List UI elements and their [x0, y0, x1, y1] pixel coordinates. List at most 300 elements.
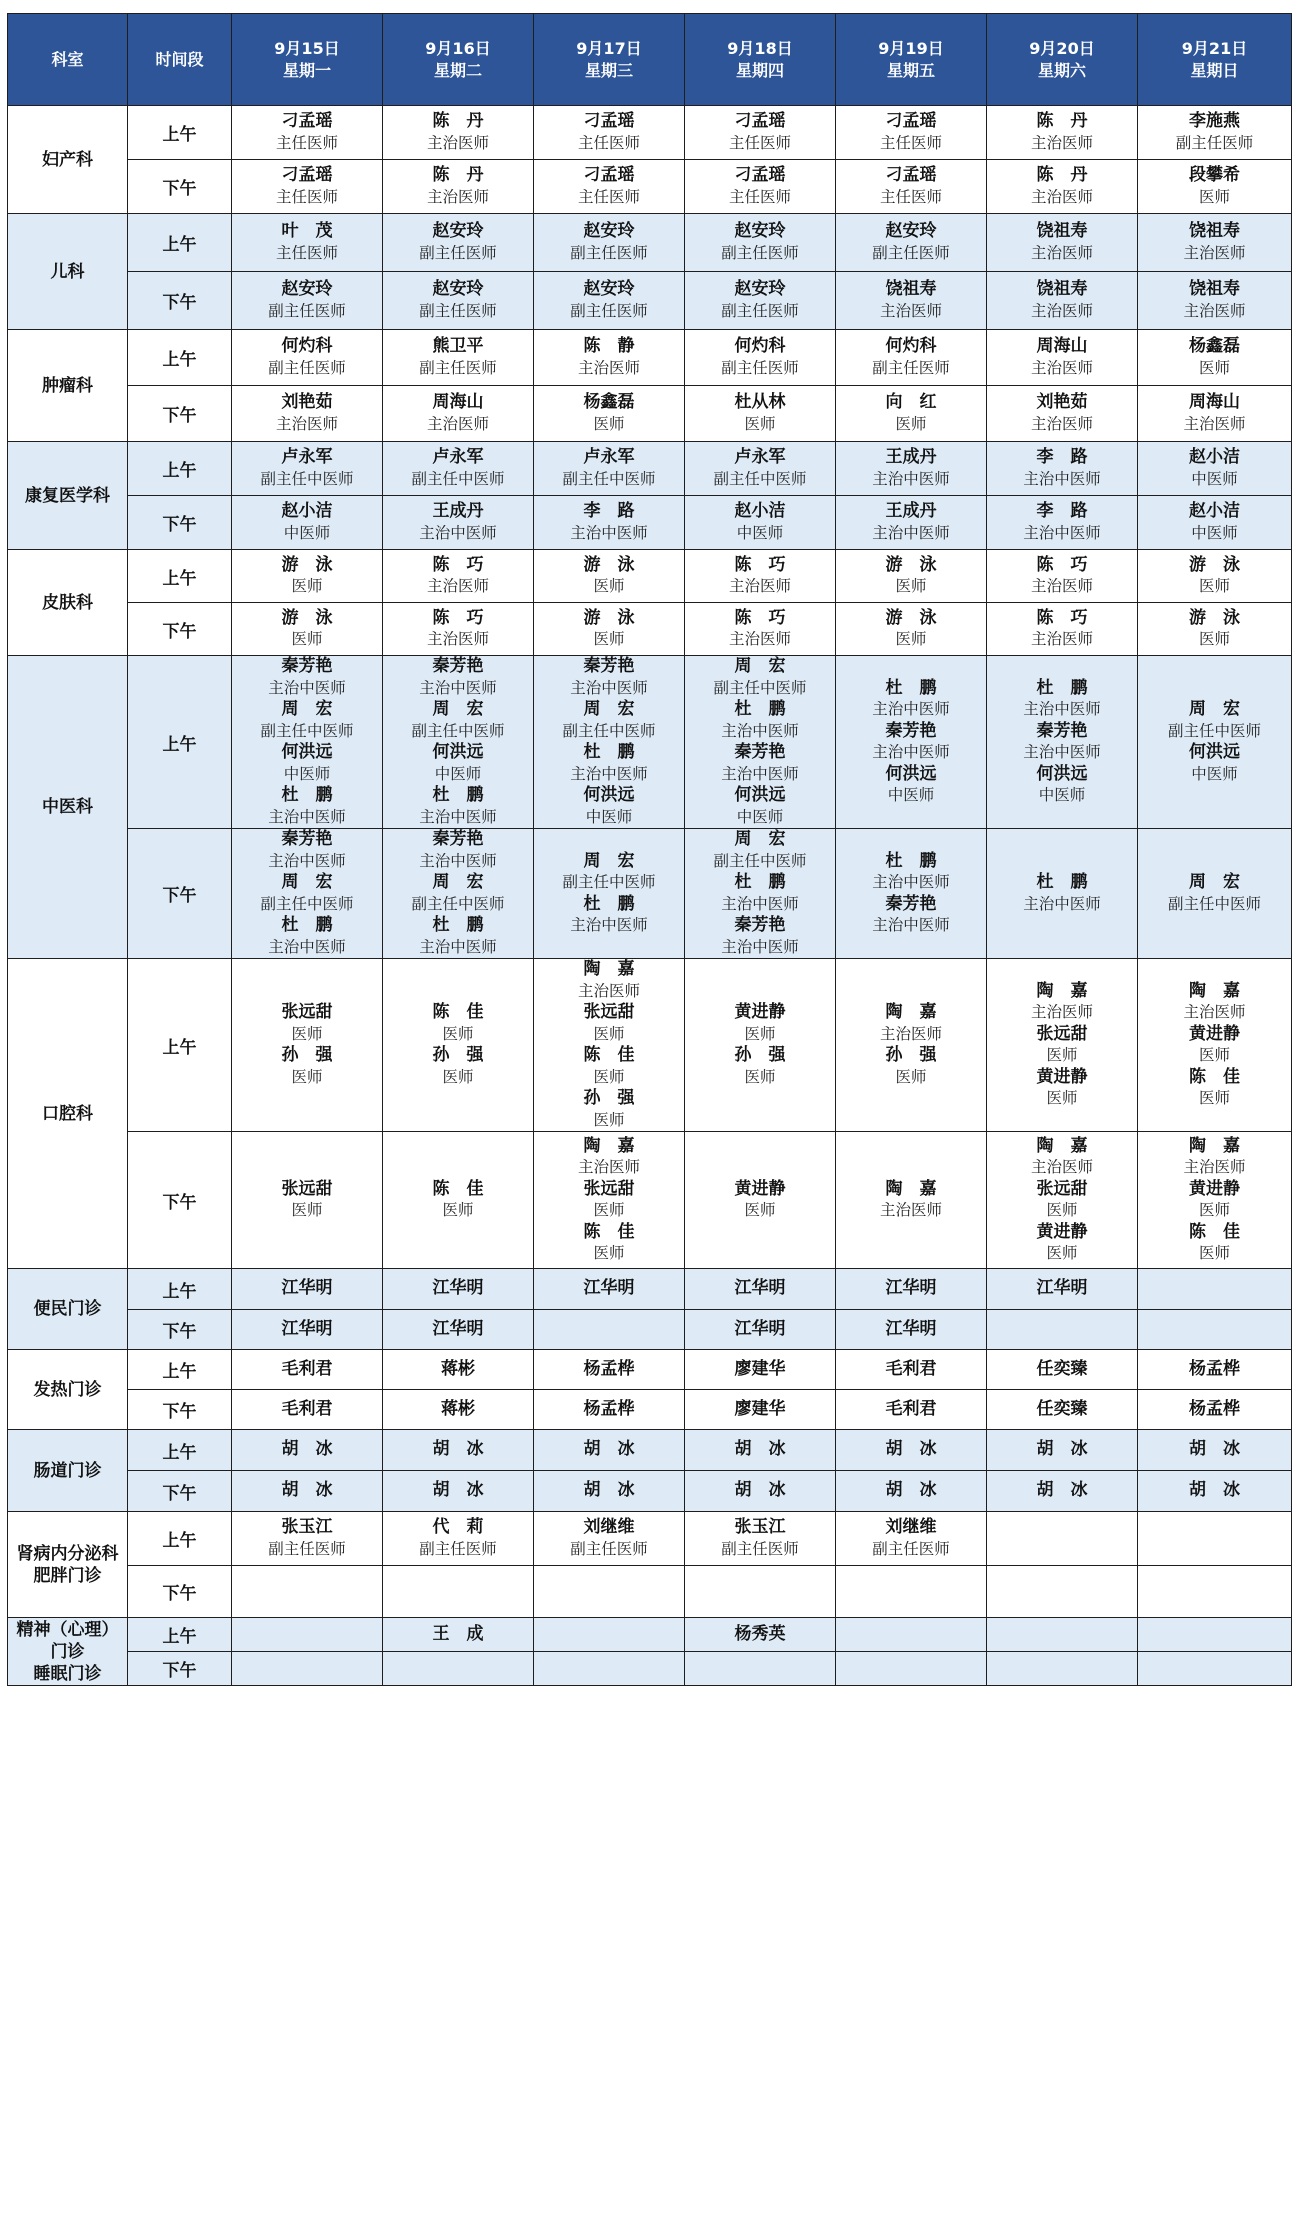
department-name-line: 便民门诊: [33, 1299, 102, 1319]
doctor-title: 主治医师: [1030, 577, 1093, 595]
doctor-title: 副主任中医师: [562, 721, 656, 740]
time-period: 上午: [128, 1512, 232, 1566]
doctor-title: 中医师: [434, 764, 482, 783]
doctor-title: 主治医师: [426, 414, 489, 433]
schedule-row: [8, 496, 1292, 550]
schedule-cell: [534, 1430, 685, 1471]
schedule-row: [8, 1652, 1292, 1686]
schedule-cell: [987, 656, 1138, 829]
time-period: 下午: [128, 272, 232, 330]
schedule-row: [8, 386, 1292, 442]
doctor-title: 主治医师: [426, 630, 489, 648]
doctor-name: 廖建华: [734, 1358, 786, 1379]
doctor-title: 中医师: [1038, 786, 1086, 804]
doctor-title: 副主任医师: [268, 1539, 346, 1558]
doctor-title: 主任医师: [275, 187, 338, 206]
time-period: 上午: [128, 330, 232, 386]
doctor-name: 王成丹: [432, 501, 484, 521]
doctor-name: 陈 丹: [1036, 165, 1088, 185]
doctor-name: 陈 巧: [1036, 607, 1088, 628]
doctor-title: 主治中医师: [268, 937, 346, 956]
doctor-name: 张远甜: [1036, 1023, 1088, 1044]
doctor-title: 主治医师: [577, 1158, 640, 1176]
schedule-cell: [383, 1310, 534, 1350]
doctor-title: 主治中医师: [570, 764, 648, 783]
doctor-name: 杜 鹏: [281, 915, 333, 935]
schedule-cell: [836, 1512, 987, 1566]
header-day: [232, 14, 383, 106]
doctor-title: 副主任中医师: [411, 721, 505, 740]
doctor-name: 胡 冰: [1036, 1480, 1088, 1501]
doctor-name: 秦芳艳: [885, 720, 937, 741]
doctor-name: 毛利君: [885, 1358, 937, 1379]
schedule-cell: [383, 106, 534, 160]
doctor-title: 中医师: [283, 764, 331, 783]
schedule-cell: [534, 1390, 685, 1430]
schedule-cell: [383, 1566, 534, 1618]
doctor-title: 中医师: [585, 807, 633, 826]
header-weekday: 星期六: [1037, 60, 1086, 80]
doctor-title: 副主任医师: [268, 301, 346, 320]
doctor-title: 医师: [1198, 1046, 1230, 1064]
schedule-cell: [987, 1269, 1138, 1310]
schedule-cell: [534, 1310, 685, 1350]
doctor-title: 主治医师: [275, 414, 338, 433]
schedule-cell: [1138, 1618, 1292, 1652]
doctor-name: 秦芳艳: [734, 915, 786, 935]
doctor-name: 周 宏: [1189, 699, 1240, 719]
schedule-cell: [383, 1652, 534, 1686]
schedule-cell: [987, 1618, 1138, 1652]
header-weekday: 星期五: [886, 60, 935, 80]
doctor-name: 秦芳艳: [432, 656, 484, 676]
schedule-cell: [232, 656, 383, 829]
doctor-name: 周海山: [1189, 392, 1240, 412]
header-day: [1138, 14, 1292, 106]
doctor-name: 王成丹: [885, 447, 937, 467]
time-period: 上午: [128, 1269, 232, 1310]
doctor-name: 赵安玲: [281, 279, 333, 299]
schedule-cell: [232, 160, 383, 214]
schedule-cell: [685, 160, 836, 214]
doctor-title: 中医师: [887, 786, 935, 804]
time-period: 上午: [128, 214, 232, 272]
doctor-name: 江华明: [583, 1278, 635, 1299]
doctor-name: 陈 巧: [1036, 554, 1088, 575]
schedule-cell: [232, 386, 383, 442]
doctor-title: 中医师: [1191, 764, 1238, 783]
doctor-title: 中医师: [1191, 469, 1238, 488]
doctor-name: 周海山: [432, 392, 484, 412]
doctor-title: 副主任医师: [721, 1539, 799, 1558]
schedule-cell: [534, 496, 685, 550]
doctor-title: 副主任医师: [419, 1539, 497, 1558]
header-date: 9月20日: [1029, 38, 1095, 58]
doctor-name: 李 路: [1036, 447, 1088, 467]
time-period: 下午: [128, 603, 232, 656]
doctor-name: 饶祖寿: [1036, 221, 1088, 241]
doctor-name: 陈 静: [583, 336, 635, 356]
doctor-name: 杨孟桦: [583, 1398, 635, 1419]
schedule-cell: [383, 330, 534, 386]
doctor-name: 杜 鹏: [281, 785, 333, 805]
schedule-cell: [685, 1132, 836, 1269]
schedule-row: [8, 656, 1292, 829]
doctor-name: 毛利君: [281, 1398, 333, 1419]
schedule-cell: [987, 1652, 1138, 1686]
doctor-name: 胡 冰: [885, 1439, 937, 1460]
doctor-name: 刘继维: [885, 1517, 937, 1537]
doctor-title: 副主任中医师: [1167, 894, 1261, 913]
doctor-name: 孙 强: [583, 1088, 635, 1108]
doctor-title: 医师: [593, 630, 625, 648]
doctor-name: 周 宏: [281, 699, 333, 719]
time-period: 下午: [128, 1390, 232, 1430]
schedule-cell: [383, 272, 534, 330]
doctor-title: 主治医师: [728, 630, 791, 648]
doctor-title: 医师: [744, 414, 776, 433]
schedule-cell: [383, 160, 534, 214]
doctor-name: 杨孟桦: [1189, 1398, 1240, 1419]
schedule-page: [7, 13, 1292, 1686]
time-period: 下午: [128, 1132, 232, 1269]
doctor-name: 秦芳艳: [281, 656, 333, 676]
doctor-title: 医师: [744, 1024, 776, 1043]
doctor-title: 医师: [744, 1067, 776, 1086]
time-period: 下午: [128, 1310, 232, 1350]
schedule-cell: [987, 1566, 1138, 1618]
schedule-cell: [383, 1350, 534, 1390]
schedule-cell: [232, 1618, 383, 1652]
doctor-name: 周 宏: [734, 656, 786, 676]
doctor-name: 胡 冰: [734, 1480, 786, 1501]
doctor-title: 医师: [593, 1201, 625, 1219]
schedule-cell: [1138, 1310, 1292, 1350]
schedule-cell: [685, 330, 836, 386]
schedule-cell: [987, 496, 1138, 550]
doctor-title: 主治医师: [728, 577, 791, 595]
doctor-name: 何洪远: [885, 763, 937, 784]
table-body: [8, 106, 1292, 1686]
doctor-title: 主治医师: [1030, 358, 1093, 377]
schedule-cell: [987, 214, 1138, 272]
schedule-cell: [383, 829, 534, 959]
doctor-title: 主治中医师: [872, 873, 950, 891]
schedule-row: [8, 272, 1292, 330]
schedule-cell: [383, 550, 534, 603]
header-day: [836, 14, 987, 106]
header-date: 9月17日: [576, 38, 642, 58]
doctor-title: 主任医师: [879, 133, 942, 152]
doctor-title: 主治医师: [879, 1024, 942, 1043]
schedule-row: [8, 1269, 1292, 1310]
doctor-title: 副主任医师: [872, 1539, 950, 1558]
schedule-cell: [383, 656, 534, 829]
header-period: 时间段: [128, 14, 232, 106]
doctor-name: 杨孟桦: [583, 1358, 635, 1379]
doctor-name: 孙 强: [885, 1045, 937, 1065]
doctor-name: 张远甜: [583, 1002, 635, 1022]
schedule-cell: [685, 1471, 836, 1512]
schedule-cell: [987, 1471, 1138, 1512]
doctor-title: 医师: [895, 1067, 927, 1086]
doctor-name: 周 宏: [281, 872, 333, 892]
schedule-cell: [232, 1430, 383, 1471]
schedule-cell: [1138, 829, 1292, 959]
doctor-title: 医师: [291, 1067, 323, 1086]
doctor-name: 杜 鹏: [1036, 677, 1088, 698]
doctor-name: 江华明: [432, 1278, 484, 1299]
doctor-title: 主治中医师: [721, 937, 799, 956]
schedule-cell: [1138, 1350, 1292, 1390]
doctor-name: 陶 嘉: [885, 1178, 937, 1199]
department-name: [8, 1350, 128, 1430]
schedule-cell: [836, 1652, 987, 1686]
doctor-title: 主治中医师: [419, 523, 497, 542]
schedule-cell: [836, 496, 987, 550]
schedule-cell: [534, 1618, 685, 1652]
schedule-cell: [232, 829, 383, 959]
doctor-title: 医师: [1046, 1201, 1078, 1219]
doctor-title: 医师: [1198, 630, 1230, 648]
doctor-title: 主治中医师: [1023, 894, 1101, 913]
schedule-cell: [383, 1430, 534, 1471]
doctor-name: 陶 嘉: [1036, 980, 1088, 1001]
doctor-name: 陶 嘉: [885, 1002, 937, 1022]
doctor-title: 副主任中医师: [1167, 721, 1261, 740]
doctor-name: 饶祖寿: [1189, 221, 1240, 241]
schedule-cell: [836, 1132, 987, 1269]
doctor-title: 医师: [593, 1067, 625, 1086]
doctor-title: 主治中医师: [570, 916, 648, 934]
doctor-title: 副主任医师: [721, 243, 799, 262]
schedule-cell: [534, 160, 685, 214]
doctor-name: 赵小洁: [281, 501, 333, 521]
doctor-name: 张远甜: [1036, 1178, 1088, 1199]
schedule-cell: [383, 1512, 534, 1566]
doctor-name: 胡 冰: [583, 1439, 635, 1460]
doctor-title: 副主任中医师: [562, 873, 656, 891]
doctor-title: 主治医师: [1030, 630, 1093, 648]
doctor-name: 江华明: [734, 1318, 786, 1339]
doctor-name: 黄进静: [1189, 1178, 1240, 1199]
schedule-cell: [1138, 330, 1292, 386]
schedule-cell: [987, 1132, 1138, 1269]
doctor-name: 任奕臻: [1036, 1358, 1088, 1379]
schedule-cell: [232, 1390, 383, 1430]
department-name-line: 口腔科: [42, 1103, 93, 1124]
doctor-name: 张远甜: [281, 1178, 333, 1199]
doctor-name: 胡 冰: [734, 1439, 786, 1460]
schedule-cell: [685, 1512, 836, 1566]
doctor-title: 中医师: [736, 807, 784, 826]
doctor-title: 主治中医师: [872, 523, 950, 542]
doctor-name: 陶 嘉: [1189, 980, 1240, 1001]
schedule-cell: [987, 106, 1138, 160]
doctor-name: 陈 佳: [1189, 1066, 1240, 1087]
doctor-name: 李 路: [1036, 501, 1088, 521]
department-name: [8, 1618, 128, 1686]
doctor-name: 杨鑫磊: [1189, 336, 1240, 356]
schedule-cell: [836, 386, 987, 442]
doctor-name: 游 泳: [583, 607, 635, 628]
doctor-name: 陶 嘉: [583, 959, 635, 979]
schedule-cell: [1138, 959, 1292, 1132]
doctor-name: 秦芳艳: [432, 829, 484, 849]
doctor-name: 熊卫平: [432, 336, 484, 356]
schedule-row: [8, 214, 1292, 272]
header-day: [685, 14, 836, 106]
doctor-name: 刁孟瑶: [734, 165, 786, 185]
schedule-cell: [1138, 160, 1292, 214]
doctor-name: 杜 鹏: [734, 872, 786, 892]
doctor-name: 秦芳艳: [734, 742, 786, 762]
doctor-name: 卢永军: [734, 447, 786, 467]
schedule-cell: [534, 106, 685, 160]
doctor-title: 主治医师: [1183, 243, 1246, 262]
doctor-title: 主治医师: [879, 301, 942, 320]
doctor-name: 周 宏: [432, 699, 484, 719]
schedule-cell: [232, 1566, 383, 1618]
schedule-cell: [685, 272, 836, 330]
doctor-title: 副主任医师: [570, 243, 648, 262]
schedule-row: [8, 1618, 1292, 1652]
doctor-name: 赵安玲: [432, 221, 484, 241]
schedule-cell: [987, 603, 1138, 656]
doctor-title: 副主任医师: [570, 301, 648, 320]
schedule-cell: [1138, 1512, 1292, 1566]
schedule-cell: [987, 959, 1138, 1132]
schedule-cell: [836, 1471, 987, 1512]
doctor-title: 医师: [895, 577, 927, 595]
schedule-cell: [232, 1132, 383, 1269]
doctor-name: 江华明: [885, 1278, 937, 1299]
time-period: 上午: [128, 1430, 232, 1471]
doctor-title: 主治中医师: [1023, 743, 1101, 761]
doctor-title: 主任医师: [728, 187, 791, 206]
doctor-title: 主治医师: [426, 577, 489, 595]
schedule-cell: [383, 496, 534, 550]
doctor-title: 医师: [593, 1110, 625, 1129]
doctor-title: 副主任医师: [419, 243, 497, 262]
doctor-title: 医师: [593, 414, 625, 433]
doctor-name: 黄进静: [734, 1002, 786, 1022]
schedule-cell: [685, 550, 836, 603]
schedule-cell: [685, 603, 836, 656]
schedule-cell: [836, 1269, 987, 1310]
department-name: [8, 214, 128, 330]
schedule-cell: [534, 959, 685, 1132]
header-date: 9月18日: [727, 38, 793, 58]
schedule-cell: [534, 603, 685, 656]
doctor-name: 黄进静: [1036, 1221, 1088, 1242]
doctor-name: 陈 巧: [432, 607, 484, 628]
schedule-cell: [685, 106, 836, 160]
doctor-name: 胡 冰: [1189, 1480, 1240, 1501]
doctor-name: 何洪远: [1036, 763, 1088, 784]
schedule-cell: [232, 1512, 383, 1566]
schedule-cell: [987, 1512, 1138, 1566]
doctor-name: 廖建华: [734, 1398, 786, 1419]
schedule-row: [8, 160, 1292, 214]
schedule-row: [8, 330, 1292, 386]
doctor-title: 副主任中医师: [411, 894, 505, 913]
header-date: 9月15日: [274, 38, 340, 58]
schedule-cell: [383, 1269, 534, 1310]
outpatient-schedule-table: [7, 13, 1292, 1686]
schedule-cell: [534, 1269, 685, 1310]
schedule-cell: [1138, 1471, 1292, 1512]
doctor-title: 主治医师: [1183, 414, 1246, 433]
doctor-name: 赵安玲: [885, 221, 937, 241]
doctor-title: 主治医师: [879, 1201, 942, 1219]
doctor-name: 江华明: [281, 1318, 333, 1339]
schedule-cell: [1138, 1652, 1292, 1686]
doctor-name: 周 宏: [432, 872, 484, 892]
doctor-name: 何灼科: [885, 336, 937, 356]
department-name-line: 精神（心理）: [16, 1619, 119, 1640]
department-name: [8, 550, 128, 656]
doctor-name: 何洪远: [432, 742, 484, 762]
department-name: [8, 656, 128, 959]
doctor-title: 主治中医师: [419, 807, 497, 826]
doctor-name: 江华明: [432, 1318, 484, 1339]
doctor-name: 毛利君: [885, 1398, 937, 1419]
time-period: 下午: [128, 386, 232, 442]
header-date: 9月16日: [425, 38, 491, 58]
doctor-name: 江华明: [1036, 1278, 1088, 1299]
doctor-name: 段攀希: [1189, 165, 1240, 185]
doctor-title: 副主任医师: [419, 358, 497, 377]
doctor-title: 副主任医师: [872, 243, 950, 262]
doctor-name: 杜 鹏: [583, 893, 635, 914]
schedule-cell: [232, 330, 383, 386]
doctor-name: 代 莉: [432, 1517, 484, 1537]
doctor-name: 游 泳: [885, 607, 937, 628]
doctor-title: 主治中医师: [570, 678, 648, 697]
schedule-cell: [836, 160, 987, 214]
schedule-cell: [383, 959, 534, 1132]
schedule-cell: [232, 1269, 383, 1310]
header-date: 9月19日: [878, 38, 944, 58]
schedule-cell: [836, 330, 987, 386]
schedule-cell: [836, 550, 987, 603]
schedule-cell: [987, 1430, 1138, 1471]
schedule-cell: [232, 1652, 383, 1686]
department-name: [8, 1269, 128, 1350]
doctor-title: 主治中医师: [872, 469, 950, 488]
doctor-name: 李 路: [583, 501, 635, 521]
doctor-name: 秦芳艳: [583, 656, 635, 676]
schedule-row: [8, 106, 1292, 160]
schedule-cell: [685, 829, 836, 959]
doctor-title: 副主任医师: [419, 301, 497, 320]
schedule-cell: [987, 330, 1138, 386]
header-day: [383, 14, 534, 106]
doctor-name: 秦芳艳: [1036, 720, 1088, 741]
schedule-cell: [685, 1566, 836, 1618]
department-name: [8, 330, 128, 442]
doctor-name: 孙 强: [432, 1045, 484, 1065]
doctor-title: 主任医师: [275, 243, 338, 262]
schedule-cell: [685, 1350, 836, 1390]
schedule-cell: [232, 106, 383, 160]
doctor-name: 蒋彬: [441, 1398, 475, 1419]
doctor-title: 医师: [291, 630, 323, 648]
header-row: [8, 14, 1292, 106]
doctor-title: 主治医师: [1030, 414, 1093, 433]
doctor-name: 杨秀英: [734, 1623, 786, 1644]
